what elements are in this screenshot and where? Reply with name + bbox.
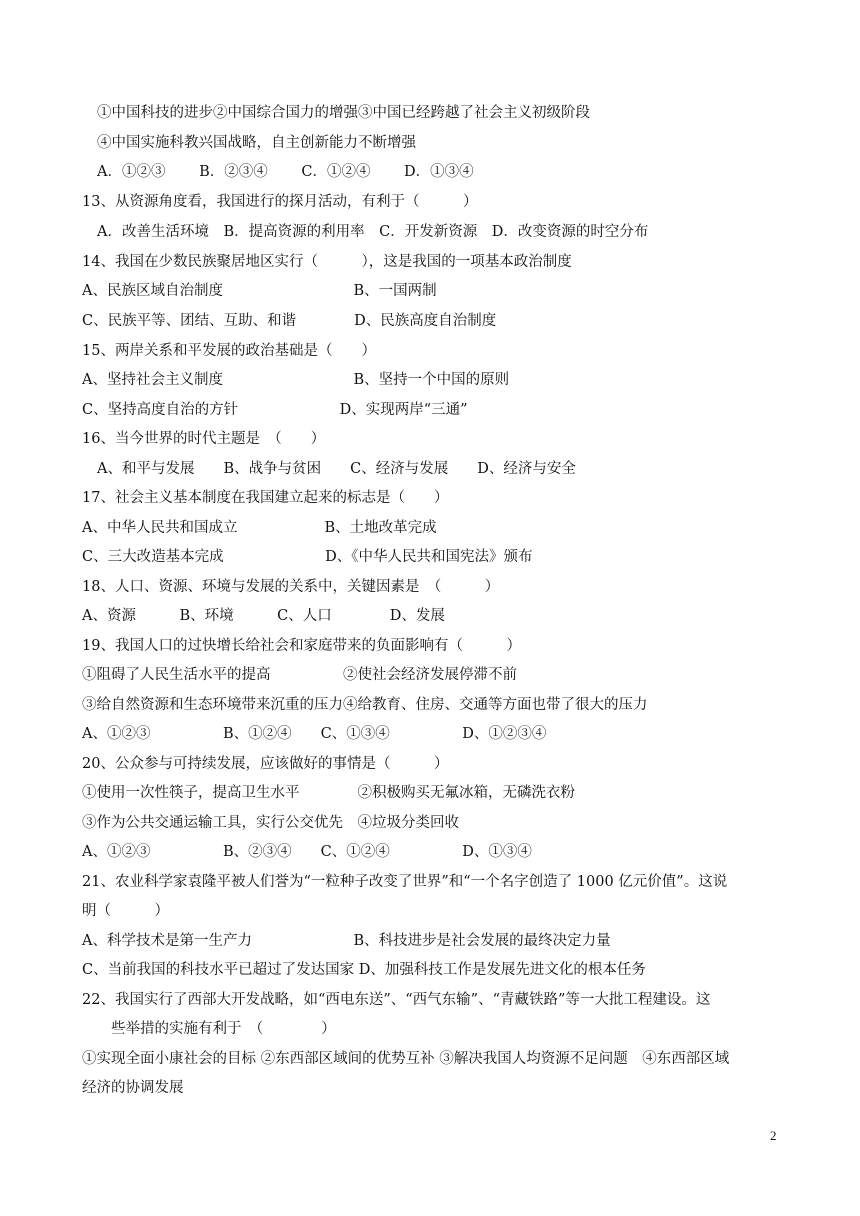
q13-answer-choices: A．改善生活环境 B．提高资源的利用率 C．开发新资源 D．改变资源的时空分布 <box>97 224 649 240</box>
q19-question: 19、我国人口的过快增长给社会和家庭带来的负面影响有（ ） <box>82 638 521 654</box>
q12-options-line-1: ①中国科技的进步②中国综合国力的增强③中国已经跨越了社会主义初级阶段 <box>97 105 590 121</box>
q15-choices-ab: A、坚持社会主义制度 B、坚持一个中国的原则 <box>82 372 510 388</box>
page-number: 2 <box>770 1128 777 1143</box>
q22-options-line-1: ①实现全面小康社会的目标 ②东西部区域间的优势互补 ③解决我国人均资源不足问题 ④东西部区域 <box>82 1051 730 1067</box>
q19-options-line-2: ③给自然资源和生态环境带来沉重的压力④给教育、住房、交通等方面也带了很大的压力 <box>82 697 648 713</box>
q18-answer-choices: A、资源 B、环境 C、人口 D、发展 <box>82 608 445 624</box>
q16-answer-choices: A、和平与发展 B、战争与贫困 C、经济与发展 D、经济与安全 <box>97 461 576 477</box>
q13-question: 13、从资源角度看，我国进行的探月活动，有利于（ ） <box>82 194 478 210</box>
q17-choices-ab: A、中华人民共和国成立 B、土地改革完成 <box>82 520 437 536</box>
q20-options-line-2: ③作为公共交通运输工具，实行公交优先 ④垃圾分类回收 <box>82 815 459 831</box>
q21-question-line-1: 21、农业科学家袁隆平被人们誉为“一粒种子改变了世界”和“一个名字创造了 1000 亿元价值”。这说 <box>82 874 728 890</box>
q12-answer-choices: A．①②③ B．②③④ C．①②④ D．①③④ <box>97 164 474 180</box>
q22-options-line-2: 经济的协调发展 <box>82 1080 184 1096</box>
q16-question: 16、当今世界的时代主题是 （ ） <box>82 431 326 447</box>
q21-question-line-2: 明（ ） <box>82 903 169 919</box>
q22-question-line-2: 些举措的实施有利于 （ ） <box>111 1021 336 1037</box>
q18-question: 18、人口、资源、环境与发展的关系中，关键因素是 （ ） <box>82 579 500 595</box>
q14-question: 14、我国在少数民族聚居地区实行（ ），这是我国的一项基本政治制度 <box>82 254 572 270</box>
q21-choices-cd: C、当前我国的科技水平已超过了发达国家 D、加强科技工作是发展先进文化的根本任务 <box>82 962 646 978</box>
q21-choices-ab: A、科学技术是第一生产力 B、科技进步是社会发展的最终决定力量 <box>82 933 611 949</box>
q15-choices-cd: C、坚持高度自治的方针 D、实现两岸“三通” <box>82 402 468 418</box>
q20-question: 20、公众参与可持续发展，应该做好的事情是（ ） <box>82 756 449 772</box>
q17-question: 17、社会主义基本制度在我国建立起来的标志是（ ） <box>82 490 449 506</box>
q19-answer-choices: A、①②③ B、①②④ C、①③④ D、①②③④ <box>82 726 547 742</box>
q14-choices-cd: C、民族平等、团结、互助、和谐 D、民族高度自治制度 <box>82 313 497 329</box>
q12-options-line-2: ④中国实施科教兴国战略，自主创新能力不断增强 <box>97 135 416 151</box>
q20-answer-choices: A、①②③ B、②③④ C、①②④ D、①③④ <box>82 844 532 860</box>
q15-question: 15、两岸关系和平发展的政治基础是（ ） <box>82 343 376 359</box>
q19-options-line-1: ①阻碍了人民生活水平的提高 ②使社会经济发展停滞不前 <box>82 667 517 683</box>
q20-options-line-1: ①使用一次性筷子，提高卫生水平 ②积极购买无氟冰箱，无磷洗衣粉 <box>82 785 575 801</box>
q22-question-line-1: 22、我国实行了西部大开发战略，如“西电东送”、“西气东输”、“青藏铁路”等一大批工程建设。这 <box>82 992 711 1008</box>
q14-choices-ab: A、民族区域自治制度 B、一国两制 <box>82 283 437 299</box>
q17-choices-cd: C、三大改造基本完成 D、《中华人民共和国宪法》颁布 <box>82 549 533 565</box>
